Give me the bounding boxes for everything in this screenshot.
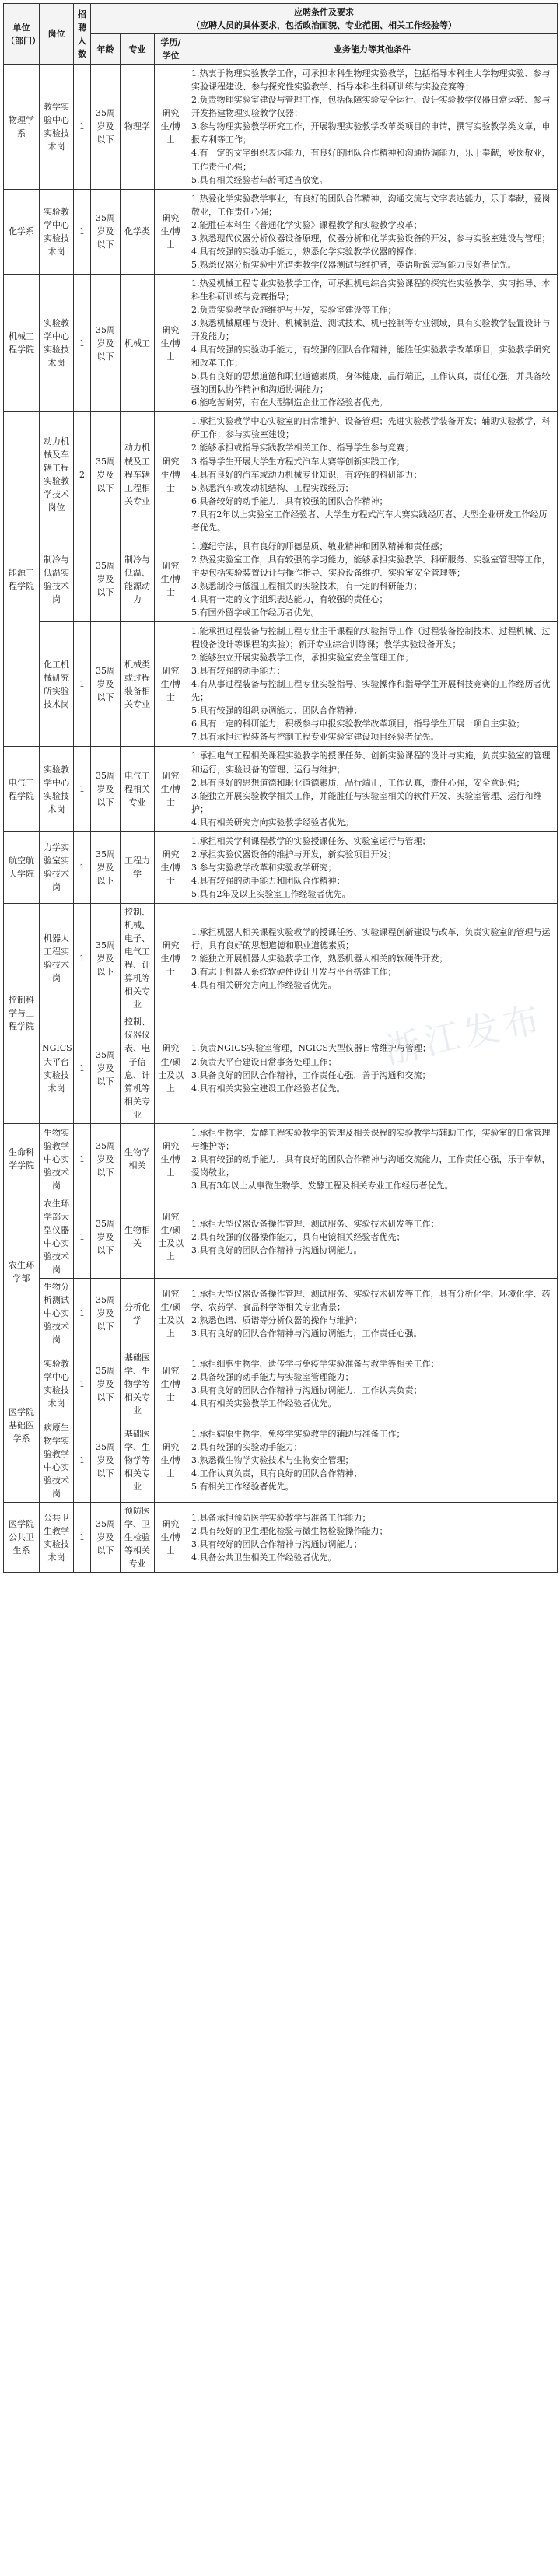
requirement-item: 3.熟悉机械原理与设计、机械制造、测试技术、机电控制等专业领域，具有实验教学装置设计与开发能力；	[191, 318, 551, 342]
requirement-item: 3.具有良好的团队合作精神与沟通协调能力，工作认真负责；	[191, 1385, 422, 1396]
requirement-item: 3.指导学生开展大学生方程式汽车大赛等创新实践工作；	[191, 456, 405, 467]
table-row	[4, 831, 558, 903]
cell-major: 控制、机械、电子、电气工程、计算机等相关专业	[121, 904, 155, 1013]
cell-age: 35周岁及以下	[91, 1279, 121, 1349]
cell-major: 化学类	[121, 189, 155, 274]
requirement-item: 4.有一定的文字组织表达能力，有良好的团队合作精神和沟通协调能力，乐于奉献，爱岗敬业，工作责任心强；	[191, 148, 551, 172]
requirement-item: 3.参与实验教学改革和实验教学研究；	[191, 862, 337, 873]
requirement-item: 1.承担细胞生物学、遗传学与免疫学实验准备与教学等相关工作；	[191, 1359, 439, 1370]
requirement-item: 1.负责NGICS实验室管理，NGICS大型仪器日常维护与管理；	[191, 1043, 431, 1054]
cell-count: 1	[74, 1279, 91, 1349]
cell-unit: 生命科学学院	[4, 1123, 40, 1195]
requirement-item: 4.具有相关研究方向工作经验者优先。	[191, 979, 337, 990]
cell-major: 基础医学、生物学等相关专业	[121, 1349, 155, 1419]
cell-unit: 能源工程学院	[4, 412, 40, 747]
requirement-item: 5.具有良好的思想道德和职业道德素质，身体健康，品行端正，工作认真，责任心强，并具备较强的团队协作精神和沟通协调能力；	[191, 371, 551, 395]
requirement-item: 2.承担实验仪器设备的维护与开发，新实验项目开发；	[191, 849, 397, 859]
cell-requirements	[187, 1123, 558, 1195]
cell-age: 35周岁及以下	[91, 1013, 121, 1123]
requirement-item: 6.能吃苦耐劳，有在大型制造企业工作经验者优先。	[191, 397, 388, 408]
requirement-item: 3.具有良好的团队合作精神与沟通协调能力，工作责任心强。	[191, 1328, 422, 1339]
cell-unit: 控制科学与工程学院	[4, 904, 40, 1124]
cell-major: 预防医学、卫生检验等相关专业	[121, 1503, 155, 1573]
cell-requirements	[187, 412, 558, 537]
recruitment-table	[3, 3, 558, 1573]
requirement-item: 2.热爱实验室工作，具有较强的学习能力，能够承担实验教学、科研服务、实验室管理等工作，主要包括实验装置设计与操作指导、实验设备维护、实验室安全管理等；	[191, 554, 551, 578]
requirement-item: 4.具有良好的汽车或动力机械专业知识，有较强的科研能力；	[191, 469, 422, 480]
cell-unit: 航空航天学院	[4, 831, 40, 903]
table-row	[4, 537, 558, 621]
requirement-item: 4.工作认真负责，具有良好的团队合作精神；	[191, 1468, 362, 1479]
header-ability: 业务能力等其他条件	[187, 34, 558, 65]
cell-requirements	[187, 1419, 558, 1502]
cell-unit: 医学院基础医学系	[4, 1349, 40, 1503]
cell-post: 实验教学中心实验技术岗	[40, 1349, 74, 1419]
cell-degree: 研究生/博士	[155, 831, 187, 903]
table-row	[4, 1419, 558, 1502]
cell-major: 物理学	[121, 65, 155, 189]
cell-degree: 研究生/博士	[155, 65, 187, 189]
cell-requirements	[187, 274, 558, 411]
requirement-item: 4.具有相关实验室建设工作经验者优先。	[191, 1083, 345, 1094]
header-age: 年龄	[91, 34, 121, 65]
watermark: 浙江发布	[380, 996, 548, 1072]
cell-degree: 研究生/博士	[155, 747, 187, 831]
cell-degree: 研究生/博士	[155, 622, 187, 747]
cell-major: 基础医学、生物学等相关专业	[121, 1419, 155, 1502]
cell-count: 1	[74, 747, 91, 831]
requirement-item: 2.具有较强的仪器操作能力，具有电镜相关经验者优先；	[191, 1231, 405, 1242]
cell-post: 公共卫生教学实验技术岗	[40, 1503, 74, 1573]
cell-degree: 研究生/博士	[155, 412, 187, 537]
cell-count: 1	[74, 904, 91, 1013]
cell-post: 实验教学中心实验技术岗	[40, 747, 74, 831]
cell-count: 2	[74, 412, 91, 537]
cell-count	[74, 537, 91, 621]
cell-unit: 物理学系	[4, 65, 40, 189]
table-row	[4, 622, 558, 747]
cell-age: 35周岁及以下	[91, 1503, 121, 1573]
requirement-item: 5.具有2年及以上实验室工作经验者优先。	[191, 888, 351, 899]
table-row	[4, 1349, 558, 1419]
requirement-item: 1.承担实验教学中心实验室的日常维护、设备管理；先进实验教学装备开发；辅助实验教学，科研工作；参与实验室建设；	[191, 416, 551, 440]
requirement-item: 1.能承担过程装备与控制工程专业主干课程的实验指导工作（过程装备控制技术、过程机械、过程设备设计等课程的实验）；新开专业综合训练课；教学实验设备开发；	[191, 626, 551, 650]
table-row	[4, 412, 558, 537]
requirement-item: 2.能独立开展机器人实验教学工作，熟悉机器人相关的软硬件开发；	[191, 953, 448, 964]
requirement-item: 6.具备较好的动手能力，具有较强的团队合作精神；	[191, 495, 388, 506]
cell-post: 化工机械研究所实验技术岗	[40, 622, 74, 747]
requirement-item: 5.有相关工作经验者优先。	[191, 1482, 294, 1493]
cell-count: 1	[74, 1419, 91, 1502]
table-row	[4, 747, 558, 831]
cell-requirements	[187, 537, 558, 621]
requirement-item: 2.能够承担或指导实践教学相关工作、指导学生参与竞赛；	[191, 443, 414, 453]
requirement-item: 2.负责物理实验室建设与管理工作，包括保障实验安全运行、设计实验教学仪器日常运转、参与开发搭建物理实验教学仪器；	[191, 95, 551, 119]
requirement-item: 1.承担机器人相关课程实验教学的授课任务、实验课程创新建设与改革，负责实验室的管理与运行，具有良好的思想道德和职业道德素质；	[191, 926, 551, 950]
requirement-item: 5.有国外留学或工作经历者优先。	[191, 607, 320, 618]
cell-major: 生物相关	[121, 1195, 155, 1278]
requirement-item: 4.具有一定的文字组织表达能力，有较强的责任心；	[191, 593, 388, 604]
requirement-item: 1.热爱机械工程专业实验教学工作，可承担机电综合实验课程的探究性实验教学、实习指导、本科生科研训练与竞赛指导；	[191, 278, 551, 302]
requirement-item: 7.具有承担过程装备与控制工程专业实验室建设项目经验者优先。	[191, 732, 439, 743]
cell-degree: 研究生/博士	[155, 904, 187, 1013]
requirement-item: 5.具有较强的组织协调能力、团队合作精神；	[191, 705, 362, 716]
cell-age: 35周岁及以下	[91, 1349, 121, 1419]
cell-age: 35周岁及以下	[91, 904, 121, 1013]
cell-count: 1	[74, 1349, 91, 1419]
cell-major: 控制、仪器仪表、电子信息、计算机等相关专业	[121, 1013, 155, 1123]
cell-count: 1	[74, 1013, 91, 1123]
cell-degree: 研究生/博士	[155, 537, 187, 621]
cell-count: 1	[74, 1195, 91, 1278]
requirement-item: 3.能独立开展实验教学相关工作，并能胜任与实验室相关的软件开发、实验室管理、运行和维护；	[191, 790, 542, 814]
cell-degree: 研究生/博士	[155, 274, 187, 411]
requirement-item: 2.能胜任本科生《普通化学实验》课程教学和实验教学改革；	[191, 219, 422, 230]
table-row	[4, 65, 558, 189]
requirement-item: 1.具备承担预防医学实验教学与准备工作能力；	[191, 1512, 371, 1523]
cell-requirements	[187, 622, 558, 747]
requirement-item: 2.具有较强的动手能力，具有良好的团队合作精神与沟通交流能力，工作责任心强，乐于奉献，爱岗敬业；	[191, 1153, 551, 1178]
cell-age: 35周岁及以下	[91, 622, 121, 747]
requirement-item: 4.有从事过程装备与控制工程专业实验指导、实验操作和指导学生开展科技竞赛的工作经历者优先；	[191, 679, 551, 703]
cell-requirements	[187, 65, 558, 189]
requirement-item: 1.承担电气工程相关课程实验教学的授课任务、创新实验课程的设计与实施，负责实验室的管理和运行，实验设备的管理、运行与维护；	[191, 751, 551, 775]
cell-degree: 研究生/博士	[155, 1419, 187, 1502]
header-req-title: 应聘条件及要求	[294, 7, 354, 17]
table-body	[4, 65, 558, 1573]
requirement-item: 4.具有相关研究方向实验教学经验者优先。	[191, 817, 354, 828]
cell-unit: 农生环学部	[4, 1195, 40, 1349]
cell-major: 动力机械及工程车辆工程相关专业	[121, 412, 155, 537]
cell-requirements	[187, 1195, 558, 1278]
requirement-item: 2.具有较强的实验动手能力；	[191, 1442, 303, 1453]
cell-age: 35周岁及以下	[91, 747, 121, 831]
cell-post: 生物分析测试中心实验技术岗	[40, 1279, 74, 1349]
cell-count: 1	[74, 622, 91, 747]
cell-count: 1	[74, 65, 91, 189]
cell-count: 1	[74, 1503, 91, 1573]
cell-age: 35周岁及以下	[91, 1123, 121, 1195]
requirement-item: 5.熟悉汽车或发动机结构、工程实践经历；	[191, 482, 354, 493]
cell-count: 1	[74, 189, 91, 274]
requirement-item: 3.具有3年以上从事微生物学、发酵工程及相关专业工作经历者优先。	[191, 1180, 453, 1191]
requirement-item: 4.具有相关实验教学工作经验者优先。	[191, 1398, 337, 1409]
requirement-item: 1.承担病原生物学、免疫学实验教学的辅助与准备工作；	[191, 1429, 405, 1440]
cell-major: 机械工	[121, 274, 155, 411]
table-row	[4, 1195, 558, 1278]
requirement-item: 2.负责大平台建设日常事务处理工作；	[191, 1056, 337, 1067]
requirement-item: 1.承担大型仪器设备操作管理、测试服务、实验技术研发等工作；	[191, 1218, 439, 1229]
cell-degree: 研究生/博士	[155, 189, 187, 274]
requirement-item: 3.具有较好的团队合作精神与沟通协调能力；	[191, 1538, 362, 1549]
header-row-1	[4, 4, 558, 34]
cell-unit: 医学院公共卫生系	[4, 1503, 40, 1573]
requirement-item: 3.参与物理实验教学研究工作，开展物理实验教学改革类项目的申请，撰写实验教学类文章，申报专利等工作；	[191, 121, 551, 145]
cell-age: 35周岁及以下	[91, 831, 121, 903]
requirement-item: 1.遵纪守法，具有良好的师德品质、敬业精神和团队精神和责任感；	[191, 541, 448, 551]
header-requirements	[91, 4, 558, 34]
cell-degree: 研究生/博士	[155, 1123, 187, 1195]
requirement-item: 6.具有一定的科研能力，积极参与申报实验教学改革项目，指导学生开展一项自主实验；	[191, 719, 525, 730]
requirement-item: 2.熟悉色谱、质谱等分析仪器的操作与维护；	[191, 1314, 362, 1325]
header-count: 招聘人数	[74, 4, 91, 65]
cell-age: 35周岁及以下	[91, 274, 121, 411]
cell-degree: 研究生/博士	[155, 1503, 187, 1573]
cell-unit: 电气工程学院	[4, 747, 40, 831]
cell-post: 病原生物学实验教学中心实验技术岗	[40, 1419, 74, 1502]
requirement-item: 5.具有相关经验者年龄可适当放宽。	[191, 174, 328, 185]
requirement-item: 2.具有良好的思想道德和职业道德素质，品行端正，工作认真，责任心强，安全意识强；	[191, 777, 525, 788]
table-row	[4, 1503, 558, 1573]
header-post: 岗位	[40, 4, 74, 65]
cell-major: 机械类或过程装备相关专业	[121, 622, 155, 747]
requirement-item: 3.熟悉制冷与低温工程相关的实验技术，有一定的科研能力；	[191, 580, 422, 591]
requirement-item: 4.具备公共卫生相关工作经验者优先。	[191, 1552, 337, 1563]
cell-degree: 研究生/硕士及以上	[155, 1013, 187, 1123]
requirement-item: 7.具有2年以上实验室工作经验者、大学生方程式汽车大赛实践经历者、大型企业研发工作经历者优先。	[191, 509, 548, 533]
cell-age: 35周岁及以下	[91, 1195, 121, 1278]
requirement-item: 3.熟悉微生物学实验技术与生物安全管理；	[191, 1455, 354, 1466]
requirement-item: 1.热爱化学实验教学事业，有良好的团队合作精神，沟通交流与文字表达能力，乐于奉献，爱岗敬业，工作责任心强；	[191, 193, 551, 217]
requirement-item: 3.具有较强的动手能力；	[191, 666, 285, 677]
cell-requirements	[187, 1503, 558, 1573]
cell-major: 工程力学	[121, 831, 155, 903]
cell-requirements	[187, 831, 558, 903]
cell-age: 35周岁及以下	[91, 1419, 121, 1502]
cell-unit: 化学系	[4, 189, 40, 274]
table-row	[4, 904, 558, 1013]
requirement-item: 2.具备较强的动手能力与实验室管理能力；	[191, 1372, 354, 1383]
requirement-item: 2.能够独立开展实验教学工作，承担实验室安全管理工作；	[191, 653, 414, 663]
cell-major: 制冷与低温、能源动力	[121, 537, 155, 621]
table-row	[4, 1123, 558, 1195]
cell-degree: 研究生/硕士及以上	[155, 1195, 187, 1278]
cell-count: 1	[74, 274, 91, 411]
cell-post: 制冷与低温实验技术岗	[40, 537, 74, 621]
cell-post: 力学实验室实验技术岗	[40, 831, 74, 903]
requirement-item: 5.熟悉仪器分析实验中光谱类教学仪器测试与维护者，英语听说读写能力良好者优先。	[191, 259, 516, 270]
cell-age: 35周岁及以下	[91, 537, 121, 621]
cell-major: 电气工程相关专业	[121, 747, 155, 831]
requirement-item: 3.具有良好的团队合作精神与沟通协调能力。	[191, 1244, 362, 1255]
cell-post: 实验教学中心实验技术岗	[40, 189, 74, 274]
cell-requirements	[187, 747, 558, 831]
requirement-item: 3.有志于机器人系统软硬件设计开发与平台搭建工作；	[191, 966, 397, 977]
requirement-item: 3.具备良好的团队合作精神，工作责任心强，善于沟通和交流；	[191, 1069, 431, 1080]
requirement-item: 4.具有较强的实验动手能力，熟悉化学实验教学仪器的操作；	[191, 246, 422, 257]
header-degree: 学历/学位	[155, 34, 187, 65]
table-row	[4, 1279, 558, 1349]
cell-count: 1	[74, 831, 91, 903]
cell-post: 机器人工程实验技术岗	[40, 904, 74, 1013]
cell-post: NGICS大平台实验技术岗	[40, 1013, 74, 1123]
requirement-item: 2.具有较好的卫生理化检验与微生物检验操作能力；	[191, 1525, 388, 1536]
cell-requirements	[187, 189, 558, 274]
cell-age: 35周岁及以下	[91, 412, 121, 537]
cell-degree: 研究生/硕士及以上	[155, 1279, 187, 1349]
header-major: 专业	[121, 34, 155, 65]
requirement-item: 1.热衷于物理实验教学工作，可承担本科生物理实验教学，包括指导本科生大学物理实验、参与实验课程建设、参与探究性实验教学、指导本科生科研训练与实验竞赛等；	[191, 68, 551, 93]
cell-major: 生物学相关	[121, 1123, 155, 1195]
cell-post: 动力机械及车辆工程实验教学技术岗位	[40, 412, 74, 537]
requirement-item: 1.承担大型仪器设备操作管理、测试服务、实验技术研发等工作，具有分析化学、环境化学、药学、农药学、食品科学等相关专业背景；	[191, 1288, 551, 1312]
cell-post: 农生环学部大型仪器中心实验技术岗	[40, 1195, 74, 1278]
cell-post: 实验教学中心实验技术岗	[40, 274, 74, 411]
requirement-item: 4.具有较强的实验动手能力，有较强的团队合作精神，能胜任实验教学改革项目，实验教学研究和改革工作；	[191, 345, 551, 369]
cell-post: 生物实验教学中心实验技术岗	[40, 1123, 74, 1195]
header-req-subtitle: （应聘人员的具体要求，包括政治面貌、专业范围、相关工作经验等）	[191, 20, 457, 31]
cell-age: 35周岁及以下	[91, 189, 121, 274]
requirement-item: 3.熟悉现代仪器分析仪器设备原理，仪器分析和化学实验设备的开发，参与实验室建设与管理；	[191, 233, 551, 243]
cell-requirements	[187, 1349, 558, 1419]
table-row	[4, 189, 558, 274]
header-unit: 单位（部门）	[4, 4, 40, 65]
cell-unit: 机械工程学院	[4, 274, 40, 411]
requirement-item: 4.具有较强的动手能力和团队合作精神；	[191, 875, 345, 886]
cell-post: 教学实验中心实验技术岗	[40, 65, 74, 189]
table-row	[4, 274, 558, 411]
cell-degree: 研究生/博士	[155, 1349, 187, 1419]
cell-requirements	[187, 1279, 558, 1349]
requirement-item: 2.负责实验教学设施维护与开发，实验室建设等工作；	[191, 304, 397, 315]
requirement-item: 1.承担相关学科课程教学的实验授课任务、实验室运行与管理；	[191, 835, 431, 846]
cell-count: 1	[74, 1123, 91, 1195]
cell-age: 35周岁及以下	[91, 65, 121, 189]
cell-major: 分析化学	[121, 1279, 155, 1349]
requirement-item: 1.承担生物学、发酵工程实验教学的管理及相关课程的实验教学与辅助工作，实验室的日常管理与维护等；	[191, 1127, 551, 1151]
